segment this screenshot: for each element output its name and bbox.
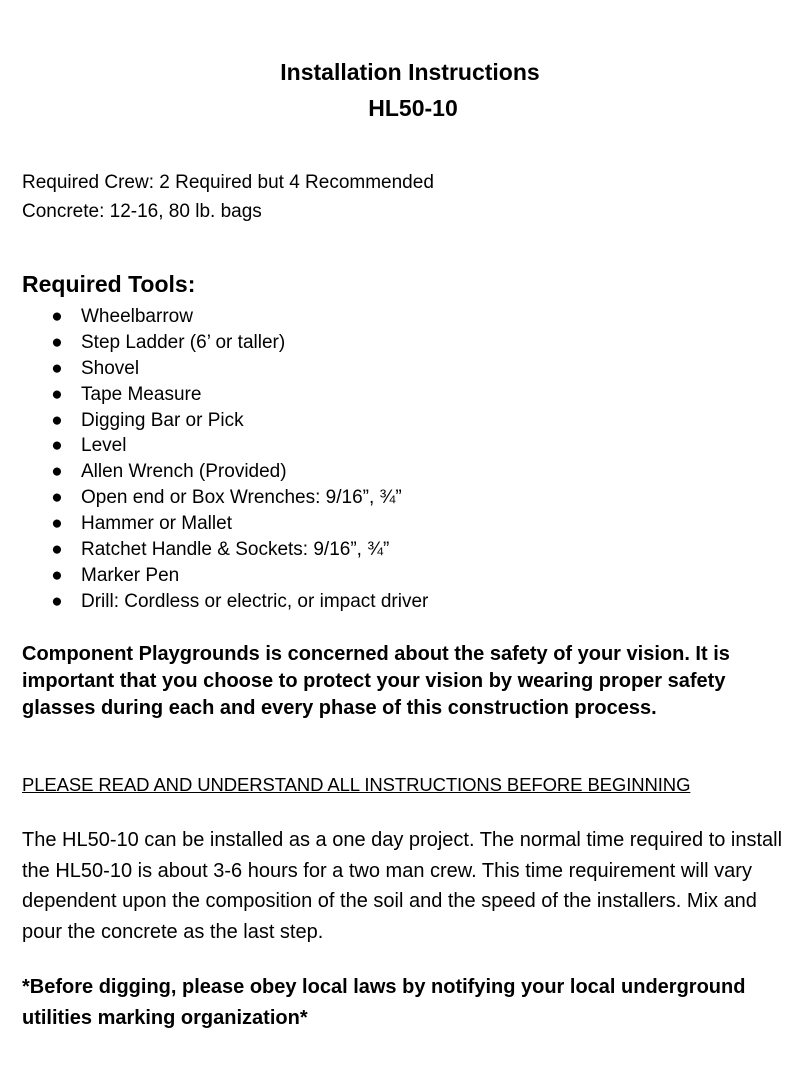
tool-item-text: Digging Bar or Pick	[81, 409, 244, 431]
concrete-line: Concrete: 12-16, 80 lb. bags	[22, 201, 262, 222]
tool-item-text: Open end or Box Wrenches: 9/16”, ¾”	[81, 487, 402, 509]
tool-item-text: Shovel	[81, 357, 140, 379]
model-number-title: HL50-10	[368, 95, 458, 121]
before-digging-note: *Before digging, please obey local laws by notifying your local underground utilities marking organization*	[22, 976, 746, 1029]
bullet-icon: ●	[51, 409, 63, 431]
bullet-icon: ●	[51, 513, 63, 535]
bullet-icon: ●	[51, 383, 63, 405]
bullet-icon: ●	[51, 590, 63, 612]
document-title: Installation Instructions	[280, 59, 540, 85]
required-crew-line: Required Crew: 2 Required but 4 Recommended	[22, 172, 434, 193]
required-tools-heading: Required Tools:	[22, 271, 196, 297]
tool-item-text: Step Ladder (6’ or taller)	[81, 331, 286, 353]
bullet-icon: ●	[51, 306, 63, 327]
bullet-icon: ●	[51, 461, 63, 483]
tool-item-text: Level	[81, 435, 127, 457]
tool-item-text: Tape Measure	[81, 383, 202, 405]
tool-item-text: Marker Pen	[81, 564, 180, 586]
safety-glasses-note: Component Playgrounds is concerned about the safety of your vision. It is important that you choose to protect your vision by wearing proper safety glasses during each and every phase of this construction process.	[22, 643, 730, 719]
bullet-icon: ●	[51, 357, 63, 379]
tool-item-text: Ratchet Handle & Sockets: 9/16”, ¾”	[81, 539, 390, 561]
tool-item-text: Wheelbarrow	[81, 306, 193, 327]
bullet-icon: ●	[51, 435, 63, 457]
bullet-icon: ●	[51, 539, 63, 561]
installation-time-paragraph: The HL50-10 can be installed as a one day project. The normal time required to install the HL50-10 is about 3-6 hours for a two man crew. This time requirement will vary dependent upon the composition of the soil and the speed of the installers. Mix and pour the concrete as the last step.	[22, 829, 783, 943]
read-instructions-notice: PLEASE READ AND UNDERSTAND ALL INSTRUCTIONS BEFORE BEGINNING	[22, 774, 691, 795]
bullet-icon: ●	[51, 564, 63, 586]
tool-item-text: Drill: Cordless or electric, or impact driver	[81, 590, 429, 612]
tool-item-text: Hammer or Mallet	[81, 513, 232, 535]
bullet-icon: ●	[51, 331, 63, 353]
tool-item-text: Allen Wrench (Provided)	[81, 461, 287, 483]
bullet-icon: ●	[51, 487, 63, 509]
